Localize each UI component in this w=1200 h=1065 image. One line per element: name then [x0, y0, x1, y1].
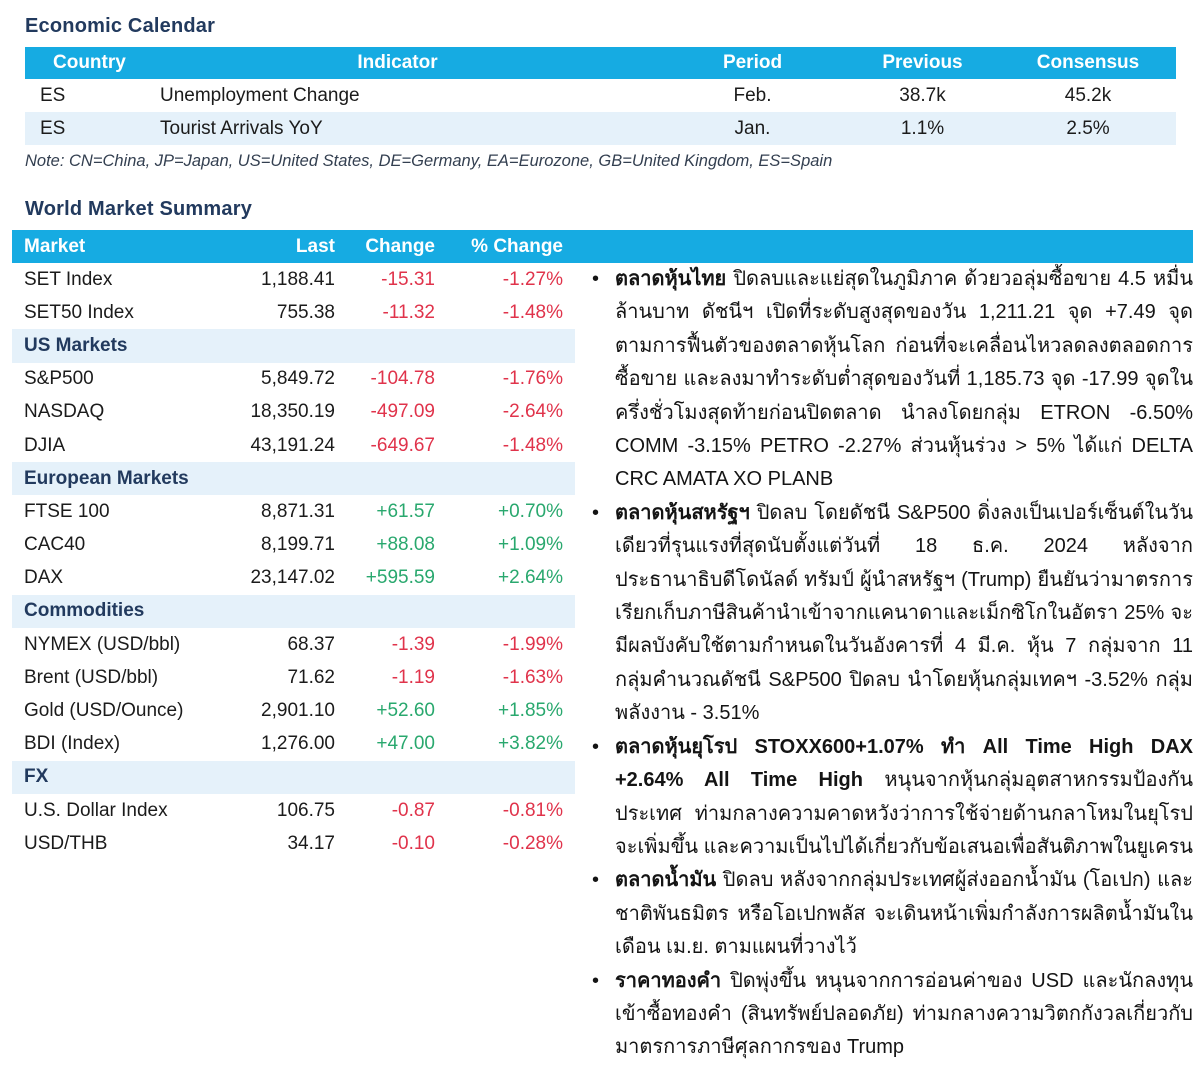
pct-change-value-cell: -1.48% — [502, 434, 563, 456]
market-name-cell: DJIA — [24, 434, 66, 456]
economic-calendar-title: Economic Calendar — [25, 15, 216, 37]
last-value-cell: 5,849.72 — [261, 368, 335, 390]
list-item — [575, 263, 1193, 497]
pct-change-value-cell: -0.28% — [502, 832, 563, 854]
economic-calendar-table — [25, 47, 1176, 145]
pct-change-value-cell: -1.76% — [502, 368, 563, 390]
market-row — [12, 363, 575, 396]
change-column-header: Change — [365, 235, 435, 257]
column-header: Consensus — [1036, 52, 1140, 73]
change-value-cell: +61.57 — [376, 500, 435, 522]
change-value-cell: -11.32 — [382, 301, 435, 323]
bullet-lead-text: ราคาทองคำ — [615, 969, 722, 992]
list-item — [575, 497, 1193, 731]
table-row — [25, 112, 1176, 145]
market-row — [12, 562, 575, 595]
column-header: Country — [53, 52, 126, 73]
market-row — [12, 728, 575, 761]
column-header: Indicator — [357, 52, 438, 73]
change-value-cell: -497.09 — [370, 401, 435, 423]
change-value-cell: +47.00 — [376, 733, 435, 755]
change-value-cell: +595.59 — [365, 567, 435, 589]
cell-indicator: Tourist Arrivals YoY — [160, 117, 323, 139]
market-row — [12, 628, 575, 661]
pct-change-value-cell: -1.27% — [502, 268, 563, 290]
cell-indicator: Unemployment Change — [160, 84, 360, 106]
table-row — [25, 79, 1176, 112]
cell-previous: 38.7k — [899, 84, 946, 106]
change-value-cell: -1.39 — [391, 633, 435, 655]
cell-consensus: 45.2k — [1064, 84, 1112, 106]
market-section-row: Commodities — [12, 595, 575, 628]
market-row — [12, 296, 575, 329]
pct-change-value-cell: -1.63% — [502, 666, 563, 688]
market-name-cell: FTSE 100 — [24, 500, 110, 522]
last-value-cell: 1,276.00 — [261, 733, 335, 755]
market-row — [12, 495, 575, 528]
column-header: Period — [722, 52, 783, 73]
bullet-body-text: ปิดลบ หลังจากกลุ่มประเทศผู้ส่งออกน้ำมัน (โอเปก) และชาติพันธมิตร หรือโอเปกพลัส จะเดินหน้าเพิ่มกำลังการผลิตน้ำมันในเดือน เม.ย. ตามแผนที่วางไว้ — [615, 869, 1193, 959]
last-value-cell: 18,350.19 — [250, 401, 335, 423]
change-value-cell: -104.78 — [370, 368, 435, 390]
last-value-cell: 34.17 — [287, 832, 335, 854]
change-value-cell: -1.19 — [391, 666, 435, 688]
last-value-cell: 106.75 — [276, 799, 335, 821]
cell-period: Jan. — [734, 117, 771, 139]
last-value-cell: 43,191.24 — [250, 434, 335, 456]
pct-change-value-cell: -1.48% — [502, 301, 563, 323]
market-commentary — [575, 263, 1193, 1065]
market-name-cell: BDI (Index) — [24, 733, 121, 755]
world-market-summary-body — [12, 263, 1193, 1065]
change-value-cell: -0.10 — [391, 832, 435, 854]
cell-period: Feb. — [733, 84, 772, 106]
market-section-row: US Markets — [12, 329, 575, 362]
market-row — [12, 529, 575, 562]
pct-change-column-header: % Change — [471, 235, 563, 257]
last-column-header: Last — [295, 235, 335, 257]
market-name-cell: CAC40 — [24, 534, 86, 556]
bullet-lead-text: ตลาดหุ้นไทย — [615, 268, 727, 290]
column-header: Previous — [882, 52, 963, 73]
cell-consensus: 2.5% — [1066, 117, 1110, 139]
bullet-body-text: ปิดลบและแย่สุดในภูมิภาค ด้วยวอลุ่มซื้อขาย 4.5 หมื่นล้านบาท ดัชนีฯ เปิดที่ระดับสูงสุดของวัน 1,211.21 จุด +7.49 จุด ตามการฟื้นตัวของตลาดหุ้นโลก ก่อนที่จะเคลื่อนไหวลดลงตลอดการซื้อขาย และลงมาทำระดับต่ำสุดของวันที่ 1,185.73 จุด -17.99 จุดในครึ่งชั่วโมงสุดท้ายก่อนปิดตลาด นำลงโดยกลุ่ม ETRON -6.50% COMM -3.15% PETRO -2.27% ส่วนหุ้นร่วง > 5% ได้แก่ DELTA CRC AMATA XO PLANB — [615, 268, 1193, 491]
market-column-header: Market — [24, 235, 86, 257]
change-value-cell: -649.67 — [370, 434, 435, 456]
pct-change-value-cell: +3.82% — [498, 733, 563, 755]
market-row — [12, 661, 575, 694]
market-row — [12, 263, 575, 296]
market-name-cell: USD/THB — [24, 832, 108, 854]
commentary-bullet-list — [575, 263, 1193, 1065]
list-item — [575, 965, 1193, 1065]
pct-change-value-cell: +2.64% — [498, 567, 563, 589]
bullet-lead-text: ตลาดหุ้นสหรัฐฯ — [615, 501, 750, 524]
last-value-cell: 2,901.10 — [261, 700, 335, 722]
last-value-cell: 1,188.41 — [261, 268, 335, 290]
cell-country: ES — [40, 117, 66, 139]
cell-country: ES — [40, 84, 66, 106]
cell-previous: 1.1% — [900, 117, 945, 139]
change-value-cell: +88.08 — [376, 534, 435, 556]
list-item — [575, 864, 1193, 964]
pct-change-value-cell: +1.85% — [498, 700, 563, 722]
calendar-note: Note: CN=China, JP=Japan, US=United States, DE=Germany, EA=Eurozone, GB=United Kingdom, ES=Spain — [25, 152, 833, 170]
market-name-cell: Gold (USD/Ounce) — [24, 700, 184, 722]
market-row — [12, 429, 575, 462]
change-value-cell: +52.60 — [376, 700, 435, 722]
market-section-row: FX — [12, 761, 575, 794]
last-value-cell: 71.62 — [287, 666, 335, 688]
market-name-cell: S&P500 — [24, 368, 94, 390]
market-row — [12, 827, 575, 860]
market-name-cell: NYMEX (USD/bbl) — [24, 633, 181, 655]
pct-change-value-cell: +0.70% — [498, 500, 563, 522]
last-value-cell: 755.38 — [276, 301, 335, 323]
market-row — [12, 396, 575, 429]
last-value-cell: 68.37 — [287, 633, 335, 655]
bullet-body-text: ปิดลบ โดยดัชนี S&P500 ดิ่งลงเป็นเปอร์เซ็นต์ในวันเดียวที่รุนแรงที่สุดนับตั้งแต่วันที่ 18 ธ.ค. 2024 หลังจากประธานาธิบดีโดนัลด์ ทรัมป์ ผู้นำสหรัฐฯ (Trump) ยืนยันว่ามาตรการเรียกเก็บภาษีสินค้านำเข้าจากแคนาดาและเม็กซิโกในอัตรา 25% จะมีผลบังคับใช้ตามกำหนดในวันอังคารที่ 4 มี.ค. หุ้น 7 กลุ่มจาก 11 กลุ่มคำนวณดัชนี S&P500 ปิดลบ นำโดยหุ้นกลุ่มเทคฯ -3.52% กลุ่มพลังงาน - 3.51% — [615, 501, 1193, 725]
market-table — [12, 263, 575, 860]
last-value-cell: 8,871.31 — [261, 500, 335, 522]
change-value-cell: -0.87 — [391, 799, 435, 821]
market-table-header-row — [12, 230, 1193, 263]
market-section-row: European Markets — [12, 462, 575, 495]
market-name-cell: SET Index — [24, 268, 113, 290]
change-value-cell: -15.31 — [381, 268, 435, 290]
bullet-lead-text: ตลาดน้ำมัน — [615, 869, 717, 892]
list-item — [575, 731, 1193, 865]
market-name-cell: Brent (USD/bbl) — [24, 666, 159, 688]
market-row — [12, 694, 575, 727]
market-name-cell: NASDAQ — [24, 401, 105, 423]
market-name-cell: DAX — [24, 567, 64, 589]
market-row — [12, 794, 575, 827]
pct-change-value-cell: -1.99% — [502, 633, 563, 655]
economic-calendar-header-row — [25, 47, 1176, 79]
bullet-body-text: หนุนจากหุ้นกลุ่มอุตสาหกรรมป้องกันประเทศ ท่ามกลางความคาดหวังว่าการใช้จ่ายด้านกลาโหมในยุโรปจะเพิ่มขึ้น และความเป็นไปได้เกี่ยวกับข้อเสนอเพื่อสันติภาพในยูเครน — [615, 769, 1194, 858]
market-name-cell: U.S. Dollar Index — [24, 799, 168, 821]
economic-calendar-section — [0, 0, 1200, 171]
bullet-lead-text: ตลาดหุ้นยุโรป STOXX600+1.07% ทำ All Time High DAX +2.64% All Time High — [615, 735, 1193, 792]
pct-change-value-cell: -2.64% — [502, 401, 563, 423]
pct-change-value-cell: -0.81% — [502, 799, 563, 821]
bullet-body-text: ปิดพุ่งขึ้น หนุนจากการอ่อนค่าของ USD และนักลงทุนเข้าซื้อทองคำ (สินทรัพย์ปลอดภัย) ท่ามกลางความวิตกกังวลเกี่ยวกับมาตรการภาษีศุลกากรของ Trump — [615, 969, 1193, 1059]
world-market-summary-section — [12, 198, 1193, 1065]
market-name-cell: SET50 Index — [24, 301, 134, 323]
last-value-cell: 23,147.02 — [250, 567, 335, 589]
world-market-summary-title: World Market Summary — [25, 198, 253, 220]
last-value-cell: 8,199.71 — [261, 534, 335, 556]
pct-change-value-cell: +1.09% — [498, 534, 563, 556]
